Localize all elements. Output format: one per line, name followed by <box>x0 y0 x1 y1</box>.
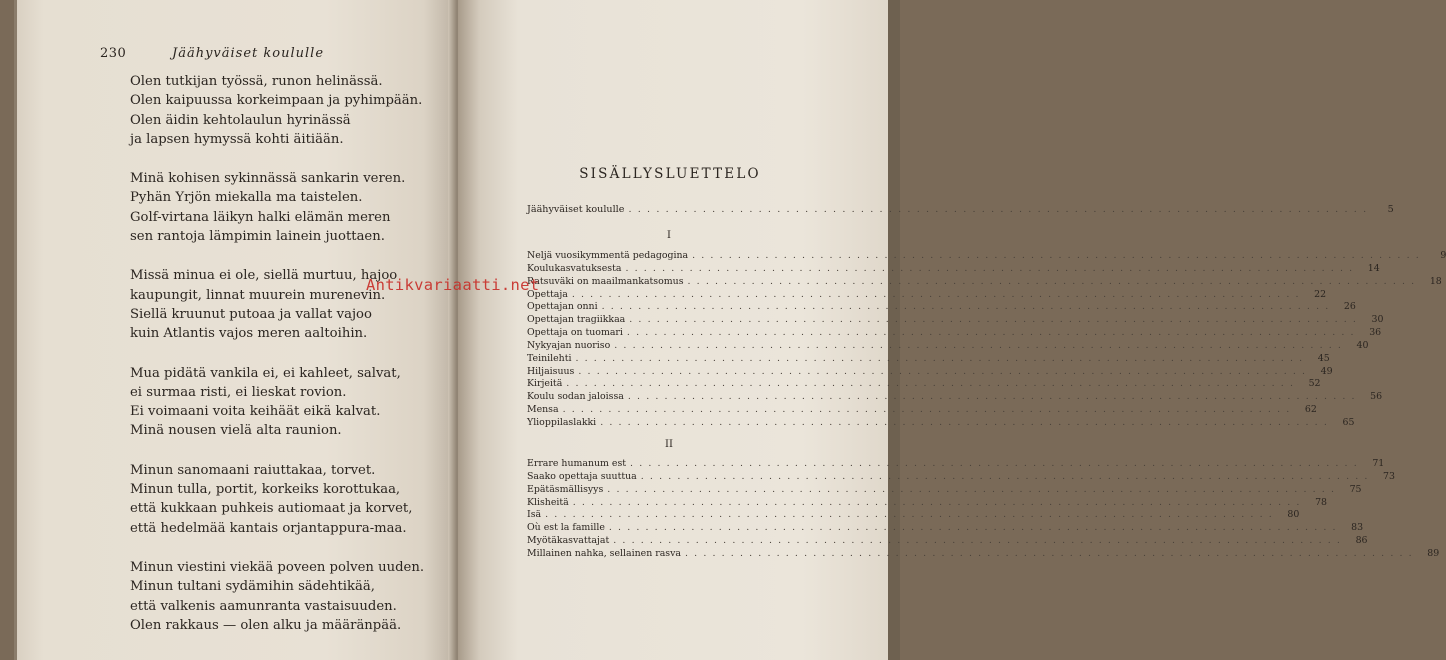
poem-stanza <box>130 72 450 149</box>
watermark: Antikvariaatti.net <box>366 276 540 294</box>
poem-line: ei surmaa risti, ei lieskat rovion. <box>130 384 347 400</box>
toc-entry <box>527 470 1395 484</box>
toc-leader-dots: . . . . . . . . . . . . . . . . . . . . . . . . . . . . . . . . . . . . . . . . . . . . . . . . . . . . . . . . . . . . . . . . . . . . . . . . . . . . . . . . <box>627 391 1357 403</box>
toc-entry-title: Saako opettaja suuttua <box>527 470 637 482</box>
toc-entry-title: Opettaja on tuomari <box>527 327 623 339</box>
toc-leader-dots: . . . . . . . . . . . . . . . . . . . . . . . . . . . . . . . . . . . . . . . . . . . . . . . . . . . . . . . . . . . . . . . . . . . . . . . . . . . . . . . . <box>692 250 1421 261</box>
poem-line: kuin Atlantis vajos meren aaltoihin. <box>130 326 368 342</box>
toc-entry-page: 52 <box>1308 378 1321 390</box>
toc-entry-page: 86 <box>1355 535 1368 547</box>
toc-entry <box>527 352 1330 366</box>
toc-entry <box>527 262 1380 276</box>
poem-stanza <box>130 461 450 538</box>
toc-section-1 <box>527 250 1446 430</box>
poem-line: Siellä kruunut putoaa ja vallat vajoo <box>130 306 372 322</box>
poem-stanza <box>130 558 450 635</box>
toc-entry-page: 78 <box>1315 496 1327 508</box>
toc-entry-page: 71 <box>1372 458 1385 469</box>
toc-entry-title: Errare humanum est <box>527 458 627 469</box>
toc-entry-title: Ratsuväki on maailmankatsomus <box>527 275 684 287</box>
toc-entry-page: 40 <box>1356 339 1369 351</box>
toc-entry-page: 5 <box>1387 204 1394 215</box>
toc-entry-title: Opettaja <box>527 288 568 300</box>
toc-entry-title: Koulukasvatuksesta <box>527 262 622 274</box>
toc-leader-dots: . . . . . . . . . . . . . . . . . . . . . . . . . . . . . . . . . . . . . . . . . . . . . . . . . . . . . . . . . . . . . . . . . . . . . . . . . . . . . . . . <box>613 535 1342 547</box>
toc-leader-dots: . . . . . . . . . . . . . . . . . . . . . . . . . . . . . . . . . . . . . . . . . . . . . . . . . . . . . . . . . . . . . . . . . . . . . . . . . . . . . . . . <box>571 288 1301 300</box>
toc-entry-page: 49 <box>1320 365 1333 377</box>
toc-entry-title: Opettajan onni <box>527 301 598 313</box>
toc-leader-dots: . . . . . . . . . . . . . . . . . . . . . . . . . . . . . . . . . . . . . . . . . . . . . . . . . . . . . . . . . . . . . . . . . . . . . . . . . . . . . . . . <box>687 275 1416 287</box>
poem-line: kaupungit, linnat muurein murenevin. <box>130 287 386 303</box>
toc-entry-title: Kirjeitä <box>527 378 563 390</box>
toc-entry-title: Neljä vuosikymmentä pedagogina <box>527 250 689 261</box>
toc-entry <box>527 509 1300 522</box>
toc-entry-title: Isä <box>527 509 542 521</box>
toc-leader-dots: . . . . . . . . . . . . . . . . . . . . . . . . . . . . . . . . . . . . . . . . . . . . . . . . . . . . . . . . . . . . . . . . . . . . . . . . . . . . . . . . <box>625 262 1354 274</box>
toc-entry-title: Millainen nahka, sellainen rasva <box>527 547 681 559</box>
toc-entry <box>527 458 1385 471</box>
toc-entry-page: 89 <box>1427 547 1440 559</box>
toc-entry <box>527 204 1394 218</box>
toc-entry-title: Mensa <box>527 404 559 416</box>
poem-line: että hedelmää kantais orjantappura-maa. <box>130 520 407 536</box>
poem-line: sen rantoja lämpimin lainein juottaen. <box>130 229 385 245</box>
toc-leader-dots: . . . . . . . . . . . . . . . . . . . . . . . . . . . . . . . . . . . . . . . . . . . . . . . . . . . . . . . . . . . . . . . . . . . . . . . . . . . . . . . . <box>607 483 1336 495</box>
toc-entry-title: Ylioppilaslakki <box>527 416 597 428</box>
toc-leader-dots: . . . . . . . . . . . . . . . . . . . . . . . . . . . . . . . . . . . . . . . . . . . . . . . . . . . . . . . . . . . . . . . . . . . . . . . . . . . . . . . . <box>600 416 1329 428</box>
toc-leader-dots: . . . . . . . . . . . . . . . . . . . . . . . . . . . . . . . . . . . . . . . . . . . . . . . . . . . . . . . . . . . . . . . . . . . . . . . . . . . . . . . . <box>608 522 1338 534</box>
poem-line: että kukkaan puhkeis autiomaat ja korvet, <box>130 501 413 517</box>
toc-entry-page: 14 <box>1367 262 1380 274</box>
poem-line: Minä nousen vielä alta raunion. <box>130 423 342 439</box>
poem-line: että valkenis aamunranta vastaisuuden. <box>130 598 397 614</box>
toc-entry <box>527 327 1382 340</box>
toc-leader-dots: . . . . . . . . . . . . . . . . . . . . . . . . . . . . . . . . . . . . . . . . . . . . . . . . . . . . . . . . . . . . . . . . . . . . . . . . . . . . . . . . <box>566 378 1295 390</box>
toc-entry-title: Klisheitä <box>527 496 569 508</box>
toc-entry-title: Où est la famille <box>527 522 605 534</box>
toc-leader-dots: . . . . . . . . . . . . . . . . . . . . . . . . . . . . . . . . . . . . . . . . . . . . . . . . . . . . . . . . . . . . . . . . . . . . . . . . . . . . . . . . <box>629 314 1358 326</box>
toc-entry-title: Myötäkasvattajat <box>527 535 610 547</box>
poem-line: Olen äidin kehtolaulun hyrinässä <box>130 112 351 128</box>
toc-leader-dots: . . . . . . . . . . . . . . . . . . . . . . . . . . . . . . . . . . . . . . . . . . . . . . . . . . . . . . . . . . . . . . . . . . . . . . . . . . . . . . . . <box>626 327 1356 339</box>
poem-line: Minun tultani sydämihin sädehtikää, <box>130 579 375 595</box>
toc-entry-page: 45 <box>1317 352 1330 364</box>
toc-leader-dots: . . . . . . . . . . . . . . . . . . . . . . . . . . . . . . . . . . . . . . . . . . . . . . . . . . . . . . . . . . . . . . . . . . . . . . . . . . . . . . . . <box>630 458 1359 469</box>
toc-entry-page: 9 <box>1440 250 1446 261</box>
toc-entry-page: 56 <box>1370 391 1383 403</box>
poem-line: Pyhän Yrjön miekalla ma taistelen. <box>130 190 363 206</box>
toc-section-label-1: I <box>667 230 671 241</box>
poem-line: Missä minua ei ole, siellä murtuu, hajoo <box>130 268 398 284</box>
toc-entry <box>527 365 1333 379</box>
toc-entry-page: 22 <box>1314 288 1327 300</box>
toc-section-label-2: II <box>665 439 673 450</box>
page-heading: Jäähyväiset koululle <box>172 46 325 61</box>
toc-entry <box>527 483 1362 497</box>
toc-entry <box>527 314 1384 327</box>
toc-entry-title: Opettajan tragiikkaa <box>527 314 626 326</box>
poem-line: Minä kohisen sykinnässä sankarin veren. <box>130 171 406 187</box>
toc-entry <box>527 301 1356 314</box>
toc-entry-title: Koulu sodan jaloissa <box>527 391 624 403</box>
poem-line: Olen kaipuussa korkeimpaan ja pyhimpään. <box>130 93 423 109</box>
poem-line: Olen tutkijan työssä, runon helinässä. <box>130 74 383 89</box>
toc-entry <box>527 404 1317 417</box>
toc-leader-dots: . . . . . . . . . . . . . . . . . . . . . . . . . . . . . . . . . . . . . . . . . . . . . . . . . . . . . . . . . . . . . . . . . . . . . . . . . . . . . . . . <box>685 547 1414 559</box>
poem <box>130 72 450 655</box>
toc-leader-dots: . . . . . . . . . . . . . . . . . . . . . . . . . . . . . . . . . . . . . . . . . . . . . . . . . . . . . . . . . . . . . . . . . . . . . . . . . . . . . . . . <box>640 470 1369 482</box>
poem-line: Golf-virtana läikyn halki elämän meren <box>130 209 391 225</box>
toc-leader-dots: . . . . . . . . . . . . . . . . . . . . . . . . . . . . . . . . . . . . . . . . . . . . . . . . . . . . . . . . . . . . . . . . . . . . . . . . . . . . . . . . <box>601 301 1330 313</box>
poem-stanza <box>130 364 450 441</box>
poem-line: Minun viestini viekää poveen polven uuden. <box>130 559 425 575</box>
toc-leader-dots: . . . . . . . . . . . . . . . . . . . . . . . . . . . . . . . . . . . . . . . . . . . . . . . . . . . . . . . . . . . . . . . . . . . . . . . . . . . . . . . . <box>614 339 1343 351</box>
poem-line: Olen rakkaus — olen alku ja määränpää. <box>130 617 402 633</box>
poem-line: Minun tulla, portit, korkeiks korottukaa, <box>130 482 401 498</box>
toc-entry <box>527 250 1446 263</box>
poem-line: ja lapsen hymyssä kohti äitiään. <box>130 131 344 147</box>
poem-stanza <box>130 169 450 246</box>
poem-line: Minun sanomaani raiuttakaa, torvet. <box>130 462 376 478</box>
toc-entry-title: Teinilehti <box>527 352 572 364</box>
toc-entry <box>527 378 1321 391</box>
toc-entry <box>527 547 1440 561</box>
toc-leader-dots: . . . . . . . . . . . . . . . . . . . . . . . . . . . . . . . . . . . . . . . . . . . . . . . . . . . . . . . . . . . . . . . . . . . . . . . . . . . . . . . . <box>628 204 1368 215</box>
toc-entry-page: 26 <box>1343 301 1356 313</box>
toc-entry-page: 80 <box>1287 509 1300 521</box>
toc-entry-page: 75 <box>1349 483 1362 495</box>
poem-line: Mua pidätä vankila ei, ei kahleet, salvat, <box>130 365 401 381</box>
toc-entry-title: Nykyajan nuoriso <box>527 339 611 351</box>
toc-entry-page: 30 <box>1371 314 1384 326</box>
toc-leader-dots: . . . . . . . . . . . . . . . . . . . . . . . . . . . . . . . . . . . . . . . . . . . . . . . . . . . . . . . . . . . . . . . . . . . . . . . . . . . . . . . . <box>545 509 1274 521</box>
toc-entry-page: 18 <box>1429 275 1442 287</box>
toc-top-entries <box>527 204 1394 218</box>
toc-entry <box>527 275 1442 289</box>
poem-line: Ei voimaani voita keihäät eikä kalvat. <box>130 404 381 420</box>
toc-entry-page: 73 <box>1383 470 1395 482</box>
toc-leader-dots: . . . . . . . . . . . . . . . . . . . . . . . . . . . . . . . . . . . . . . . . . . . . . . . . . . . . . . . . . . . . . . . . . . . . . . . . . . . . . . . . <box>578 365 1307 377</box>
toc-entry <box>527 391 1383 404</box>
toc-entry-page: 83 <box>1351 522 1364 534</box>
toc-entry <box>527 522 1364 535</box>
toc-entry <box>527 416 1355 430</box>
page-number: 230 <box>100 46 127 61</box>
toc-entry-page: 62 <box>1304 404 1317 416</box>
toc-entry <box>527 535 1368 548</box>
toc-entry <box>527 339 1369 353</box>
toc-title: SISÄLLYSLUETTELO <box>579 166 761 182</box>
toc-entry-title: Epätäsmällisyys <box>527 483 604 495</box>
toc-section-2 <box>527 458 1440 561</box>
toc-entry-title: Hiljaisuus <box>527 365 575 377</box>
toc-entry-page: 36 <box>1369 327 1382 339</box>
toc-leader-dots: . . . . . . . . . . . . . . . . . . . . . . . . . . . . . . . . . . . . . . . . . . . . . . . . . . . . . . . . . . . . . . . . . . . . . . . . . . . . . . . . <box>575 352 1304 364</box>
toc-leader-dots: . . . . . . . . . . . . . . . . . . . . . . . . . . . . . . . . . . . . . . . . . . . . . . . . . . . . . . . . . . . . . . . . . . . . . . . . . . . . . . . . <box>572 496 1301 508</box>
toc-entry-title: Jäähyväiset koululle <box>527 204 625 215</box>
toc-leader-dots: . . . . . . . . . . . . . . . . . . . . . . . . . . . . . . . . . . . . . . . . . . . . . . . . . . . . . . . . . . . . . . . . . . . . . . . . . . . . . . . . <box>562 404 1291 416</box>
toc-entry <box>527 496 1327 510</box>
toc-entry <box>527 288 1327 302</box>
toc-entry-page: 65 <box>1342 416 1355 428</box>
